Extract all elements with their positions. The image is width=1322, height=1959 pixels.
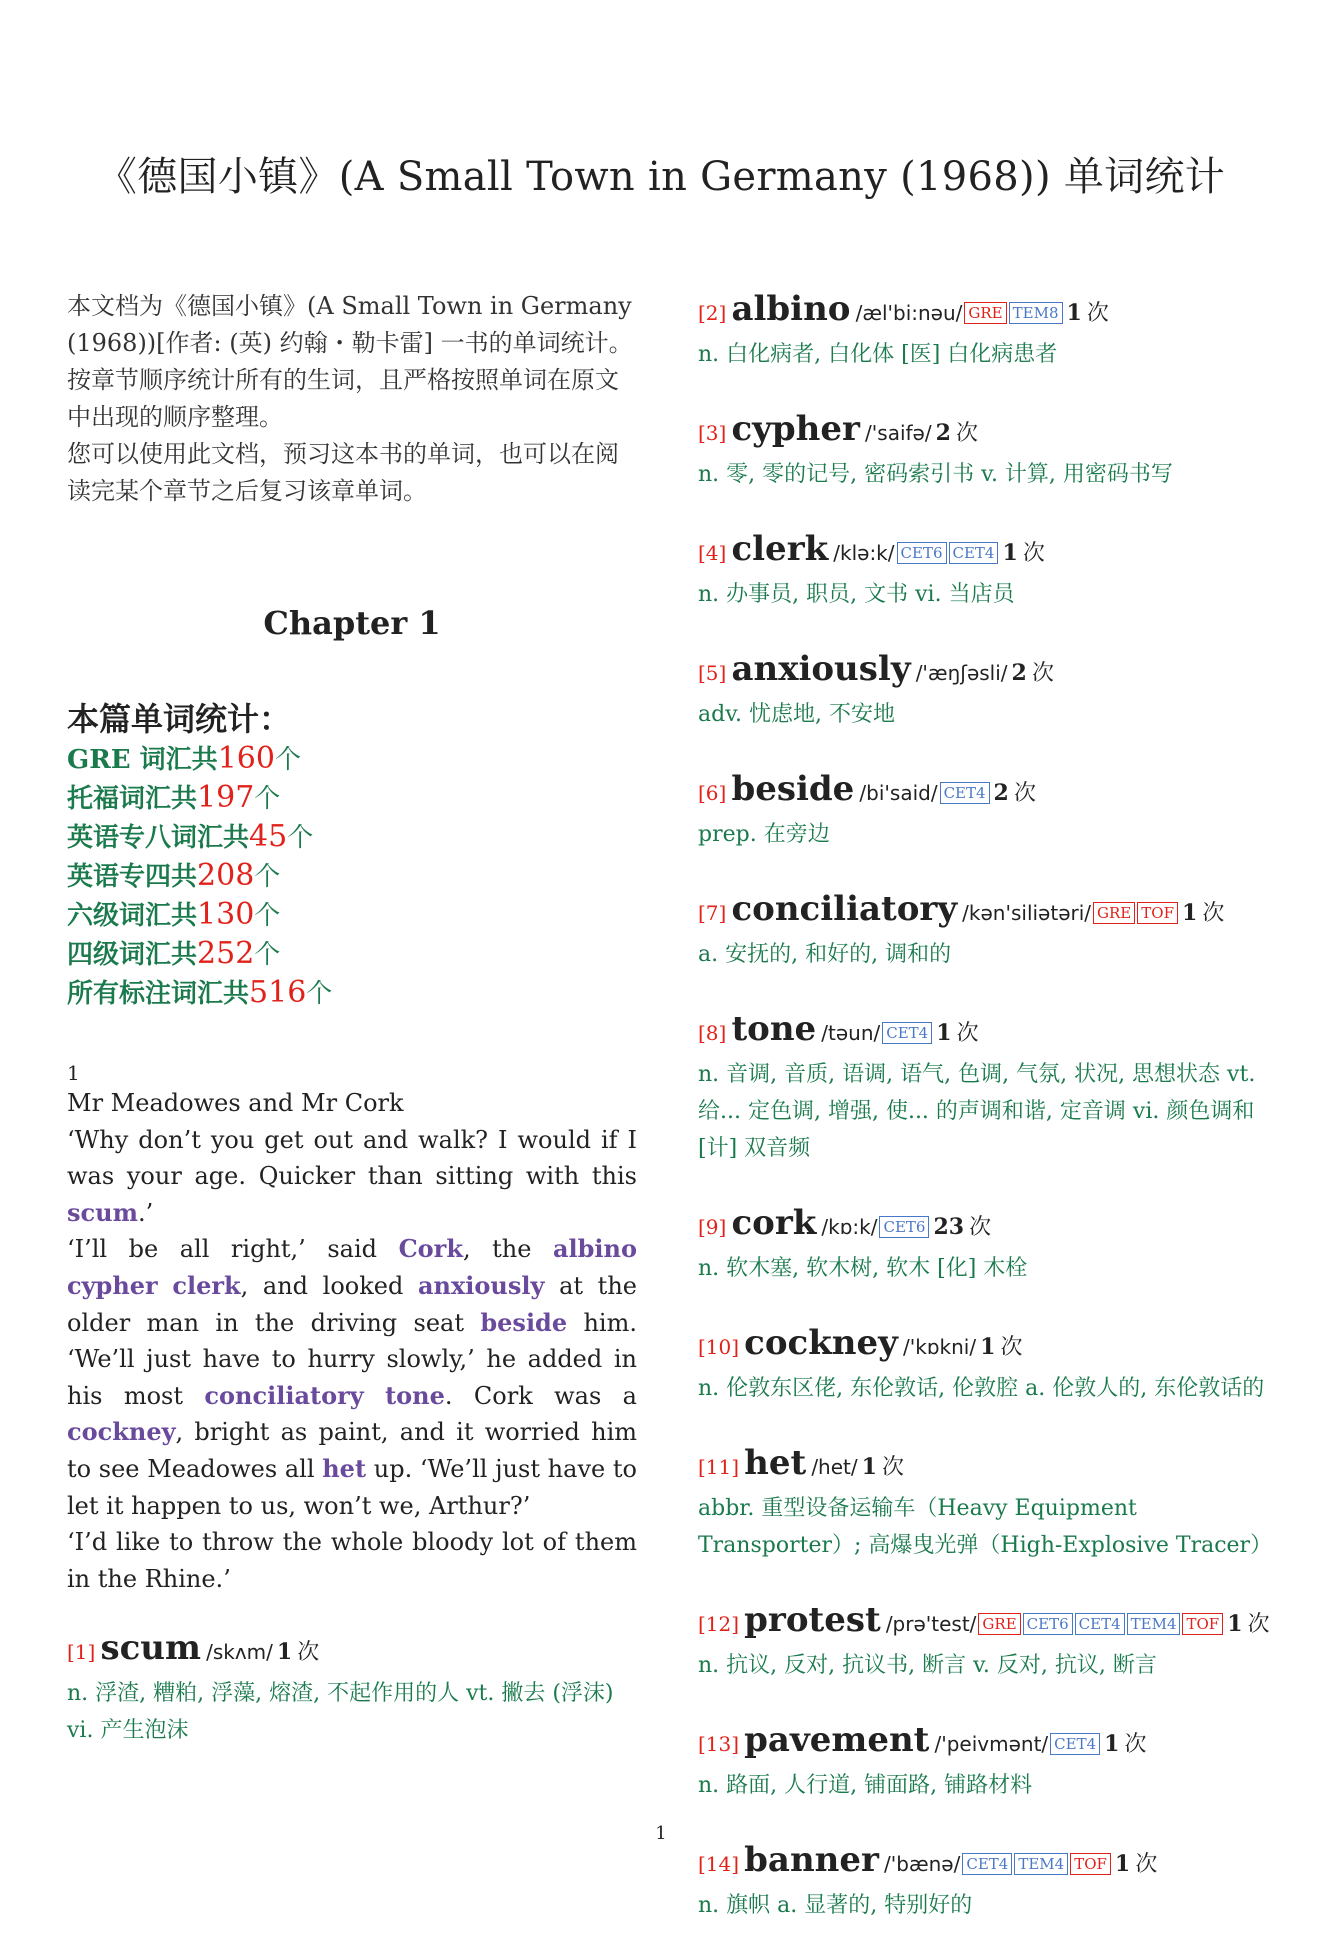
entry-times: 次 (969, 1215, 992, 1240)
entry-count: 1 (1002, 540, 1018, 566)
level-tag: TEM4 (1127, 1613, 1181, 1635)
entry-head (698, 408, 1273, 456)
entry-word: cork (731, 1203, 817, 1243)
vocab-entry (698, 648, 1273, 733)
entry-phonetic: /klə:k/ (833, 541, 895, 565)
entry-times: 次 (1013, 781, 1036, 806)
level-tag: CET4 (1075, 1613, 1125, 1635)
entry-head (698, 1839, 1273, 1887)
entry-phonetic: /'kɒkni/ (903, 1335, 977, 1359)
entry-word: scum (100, 1628, 201, 1669)
highlighted-word: albino (552, 1234, 637, 1264)
stat-unit: 个 (274, 745, 301, 775)
level-tag: CET6 (879, 1216, 929, 1238)
entry-times: 次 (1031, 661, 1054, 686)
stat-value: 252 (197, 936, 255, 971)
passage-line: ‘I’d like to throw the whole bloody lot of them in the Rhine.’ (67, 1528, 637, 1593)
entry-definition: n. 音调, 音质, 语调, 语气, 色调, 气氛, 状况, 思想状态 vt. 给... 定色调, 增强, 使... 的声调和谐, 定音调 vi. 颜色调和 [计] 双音频 (698, 1062, 1256, 1161)
vocab-entry (698, 288, 1273, 373)
entry-times: 次 (297, 1640, 320, 1666)
entry-count: 2 (993, 780, 1009, 806)
highlighted-word: cypher (67, 1270, 158, 1300)
entry-count: 1 (861, 1454, 877, 1480)
stat-unit: 个 (254, 862, 281, 892)
entry-head (698, 1599, 1273, 1647)
entry-definition: adv. 忧虑地, 不安地 (698, 702, 895, 727)
entry-times: 次 (1086, 301, 1109, 326)
page-number: 1 (655, 1823, 667, 1844)
level-tag: TEM8 (1009, 302, 1063, 324)
entry-count: 1 (1104, 1731, 1120, 1757)
entry-phonetic: /kɒ:k/ (821, 1215, 878, 1239)
entry-definition: n. 路面, 人行道, 铺面路, 铺路材料 (698, 1773, 1033, 1798)
stat-label: 所有标注词汇共 (67, 979, 250, 1009)
entry-word: beside (731, 769, 855, 809)
highlighted-word: scum (67, 1197, 138, 1227)
entry-index: [9] (698, 1215, 727, 1239)
highlighted-word: Cork (398, 1234, 463, 1264)
entry-definition: n. 伦敦东区佬, 东伦敦话, 伦敦腔 a. 伦敦人的, 东伦敦话的 (698, 1376, 1265, 1401)
entry-phonetic: /bi'said/ (859, 781, 938, 805)
entry-head (698, 888, 1273, 936)
stat-label: 英语专八词汇共 (67, 823, 250, 853)
entry-word: conciliatory (731, 889, 958, 929)
entry-index: [14] (698, 1852, 740, 1876)
entry-head (698, 1442, 1273, 1490)
entry-times: 次 (956, 1021, 979, 1046)
entry-word: het (744, 1443, 807, 1483)
vocab-entry (698, 1599, 1273, 1684)
entry-times: 次 (1000, 1335, 1023, 1360)
entry-word: cockney (744, 1323, 898, 1363)
chapter-heading: Chapter 1 (263, 604, 441, 642)
stat-value: 516 (249, 975, 307, 1010)
stat-value: 130 (197, 897, 255, 932)
paragraph-number: 1 (67, 1061, 80, 1085)
entry-phonetic: /het/ (811, 1455, 858, 1479)
vocab-entry (698, 1442, 1273, 1564)
stat-label: 英语专四共 (67, 862, 198, 892)
stat-label: 六级词汇共 (67, 901, 198, 931)
entry-index: [4] (698, 541, 727, 565)
entry-word: albino (731, 289, 851, 329)
entry-definition: prep. 在旁边 (698, 822, 830, 847)
stat-label: 四级词汇共 (67, 940, 198, 970)
stat-value: 208 (197, 858, 255, 893)
level-tag: GRE (1093, 902, 1135, 924)
entry-word: protest (744, 1600, 881, 1640)
stat-row (67, 935, 637, 974)
entry-phonetic: /prə'test/ (885, 1612, 977, 1636)
entry-count: 2 (935, 420, 951, 446)
highlighted-word: conciliatory (204, 1380, 364, 1410)
entry-definition: n. 旗帜 a. 显著的, 特别好的 (698, 1893, 973, 1918)
intro-line: 本文档为《德国小镇》(A Small Town in Germany (1968))[作者: (英) 约翰・勒卡雷] 一书的单词统计。 (67, 292, 633, 357)
right-vocab-list (698, 288, 1273, 1959)
stats-title: 本篇单词统计： (67, 700, 292, 738)
level-tag: CET6 (897, 542, 947, 564)
level-tag: GRE (978, 1613, 1020, 1635)
entry-index: [12] (698, 1612, 740, 1636)
entry-head (698, 528, 1273, 576)
entry-count: 1 (1227, 1611, 1243, 1637)
entry-phonetic: /skʌm/ (206, 1640, 273, 1665)
entry-word: pavement (744, 1720, 930, 1760)
entry-index: [3] (698, 421, 727, 445)
entry-word: banner (744, 1840, 879, 1880)
vocab-entry (698, 1322, 1273, 1407)
entry-definition: n. 浮渣, 糟粕, 浮藻, 熔渣, 不起作用的人 vt. 撇去 (浮沫) vi. 产生泡沫 (67, 1681, 614, 1744)
page-title: 《德国小镇》(A Small Town in Germany (1968)) 单词统计 (96, 154, 1226, 200)
stat-unit: 个 (254, 784, 281, 814)
vocab-entry (698, 1202, 1273, 1287)
entry-index: [11] (698, 1455, 740, 1479)
passage-paragraph: ‘I’ll be all right,’ said Cork, the albino cypher clerk, and looked anxiously at the older man in the driving seat beside him. ‘We’ll just have to hurry slowly,’ he added in his most conciliatory tone. Cork was a cockney, bright as paint, and it worried him to see Meadowes all het up. ‘We’ll just have to let it happen to us, won’t we, Arthur?’ (67, 1234, 637, 1520)
entry-head (698, 1202, 1273, 1250)
level-tag: CET4 (882, 1022, 932, 1044)
entry-head (698, 288, 1273, 336)
highlighted-word: tone (385, 1380, 445, 1410)
stat-row (67, 974, 637, 1013)
vocab-entry (698, 528, 1273, 613)
stat-row (67, 857, 637, 896)
entry-definition: abbr. 重型设备运输车（Heavy Equipment Transporter）; 高爆曳光弹（High-Explosive Tracer） (698, 1496, 1273, 1558)
level-tag: CET4 (940, 782, 990, 804)
level-tag: CET4 (962, 1853, 1012, 1875)
entry-times: 次 (1022, 541, 1045, 566)
entry-phonetic: /'æŋʃəsli/ (915, 661, 1008, 685)
entry-phonetic: /'peivmənt/ (934, 1732, 1049, 1756)
entry-index: [1] (67, 1640, 96, 1665)
entry-times: 次 (1135, 1852, 1158, 1877)
entry-phonetic: /kən'siliətəri/ (962, 901, 1092, 925)
entry-count: 1 (1066, 300, 1082, 326)
vocab-entry (67, 1627, 637, 1749)
level-tag: CET4 (949, 542, 999, 564)
entry-index: [8] (698, 1021, 727, 1045)
left-column (67, 288, 637, 1784)
level-tag: TOF (1070, 1853, 1111, 1875)
entry-index: [2] (698, 301, 727, 325)
stat-unit: 个 (254, 901, 281, 931)
stat-row (67, 818, 637, 857)
vocab-entry (698, 1008, 1273, 1167)
entry-times: 次 (882, 1455, 905, 1480)
entry-head (698, 768, 1273, 816)
passage-paragraph: ‘Why don’t you get out and walk? I would if I was your age. Quicker than sitting with this scum.’ (67, 1125, 637, 1227)
highlighted-word: beside (480, 1307, 568, 1337)
entry-times: 次 (1202, 901, 1225, 926)
vocab-entry (698, 1839, 1273, 1924)
entry-count: 1 (980, 1334, 996, 1360)
intro-text (67, 288, 637, 510)
stat-unit: 个 (287, 823, 314, 853)
highlighted-word: cockney (67, 1417, 176, 1447)
entry-phonetic: /'bænə/ (884, 1852, 961, 1876)
stat-value: 197 (197, 780, 255, 815)
stat-label: GRE 词汇共 (67, 745, 218, 775)
entry-index: [13] (698, 1732, 740, 1756)
entry-count: 2 (1011, 660, 1027, 686)
left-vocab-list (67, 1627, 637, 1749)
stat-row (67, 896, 637, 935)
entry-index: [7] (698, 901, 727, 925)
highlighted-word: het (322, 1453, 367, 1483)
level-tag: GRE (964, 302, 1006, 324)
entry-phonetic: /təun/ (821, 1021, 881, 1045)
level-tag: TOF (1182, 1613, 1223, 1635)
entry-count: 1 (1114, 1851, 1131, 1877)
highlighted-word: clerk (172, 1270, 241, 1300)
stat-row (67, 740, 637, 779)
entry-times: 次 (956, 421, 979, 446)
entry-definition: a. 安抚的, 和好的, 调和的 (698, 942, 952, 967)
entry-word: clerk (731, 529, 829, 569)
entry-head (698, 1008, 1273, 1056)
entry-times: 次 (1247, 1612, 1270, 1637)
entry-phonetic: /'saifə/ (865, 421, 932, 445)
entry-word: anxiously (731, 649, 911, 689)
vocab-entry (698, 1719, 1273, 1804)
entry-head (698, 1719, 1273, 1767)
level-tag: TOF (1137, 902, 1178, 924)
stat-unit: 个 (254, 940, 281, 970)
highlighted-word: anxiously (417, 1270, 545, 1300)
entry-head (67, 1627, 637, 1675)
entry-head (698, 648, 1273, 696)
stats-list (67, 740, 637, 1013)
stat-value: 45 (249, 819, 288, 854)
vocab-entry (698, 888, 1273, 973)
entry-times: 次 (1124, 1732, 1147, 1757)
entry-count: 1 (276, 1639, 293, 1666)
entry-definition: n. 抗议, 反对, 抗议书, 断言 v. 反对, 抗议, 断言 (698, 1653, 1157, 1678)
entry-head (698, 1322, 1273, 1370)
entry-count: 1 (1181, 900, 1198, 926)
entry-definition: n. 软木塞, 软木树, 软木 [化] 木栓 (698, 1256, 1028, 1281)
stat-unit: 个 (306, 979, 333, 1009)
intro-line: 按章节顺序统计所有的生词，且严格按照单词在原文中出现的顺序整理。 (67, 366, 619, 431)
vocab-entry (698, 768, 1273, 853)
stat-row (67, 779, 637, 818)
stat-label: 托福词汇共 (67, 784, 198, 814)
entry-word: tone (731, 1009, 817, 1049)
stat-value: 160 (217, 741, 275, 776)
entry-index: [10] (698, 1335, 740, 1359)
level-tag: TEM4 (1014, 1853, 1068, 1875)
entry-count: 1 (936, 1020, 952, 1046)
level-tag: CET6 (1023, 1613, 1073, 1635)
entry-definition: n. 办事员, 职员, 文书 vi. 当店员 (698, 582, 1015, 607)
entry-word: cypher (731, 409, 860, 449)
level-tag: CET4 (1050, 1733, 1100, 1755)
entry-definition: n. 白化病者, 白化体 [医] 白化病患者 (698, 342, 1058, 367)
entry-phonetic: /æl'bi:nəu/ (855, 301, 963, 325)
vocab-entry (698, 408, 1273, 493)
entry-definition: n. 零, 零的记号, 密码索引书 v. 计算, 用密码书写 (698, 462, 1173, 487)
passage-line: Mr Meadowes and Mr Cork (67, 1089, 404, 1117)
intro-line: 您可以使用此文档，预习这本书的单词，也可以在阅读完某个章节之后复习该章单词。 (67, 440, 619, 505)
entry-count: 23 (933, 1214, 965, 1240)
passage (67, 1085, 637, 1597)
entry-index: [5] (698, 661, 727, 685)
entry-index: [6] (698, 781, 727, 805)
